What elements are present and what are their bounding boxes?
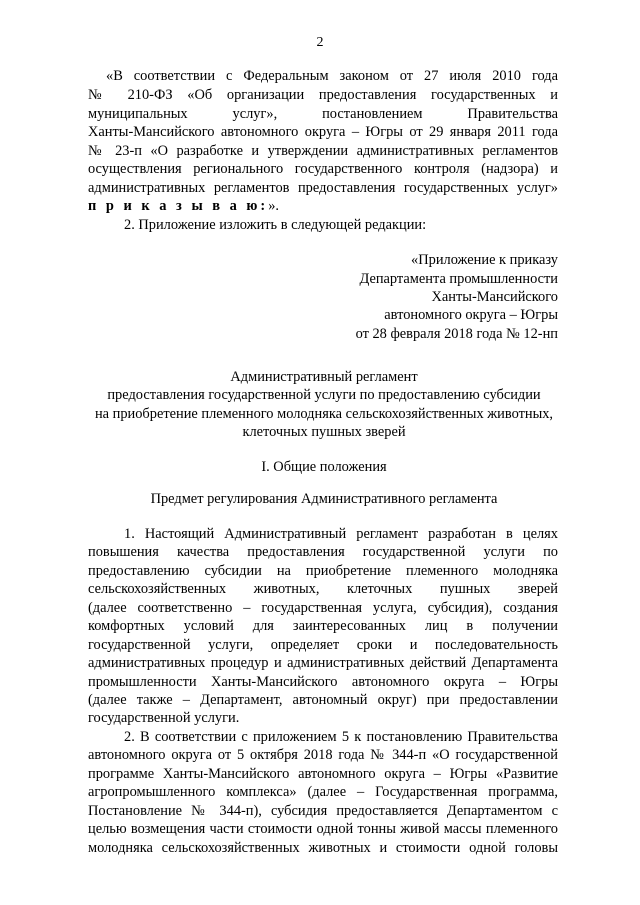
intro-line-6: осуществления регионального государственного контроля (надзора) и — [88, 161, 558, 177]
para2-line-3: программе Ханты-Мансийского автономного округа – Югры «Развитие — [88, 766, 558, 782]
para1-line-2: повышения качества предоставления государственной услуги по — [88, 544, 558, 560]
item-2: 2. Приложение изложить в следующей редакции: — [124, 217, 427, 233]
appendix-ref-line-5: от 28 февраля 2018 года № 12-нп — [355, 326, 558, 342]
para2-line-6: целью возмещения части стоимости одной тонны живой массы племенного — [88, 821, 558, 837]
para1-line-1: 1. Настоящий Административный регламент разработан в целях — [124, 526, 558, 542]
appendix-ref-line-1: «Приложение к приказу — [411, 252, 558, 268]
doc-title-line-2: предоставления государственной услуги по предоставлению субсидии — [107, 387, 541, 403]
intro-line-5: № 23-п «О разработке и утверждении административных регламентов — [88, 143, 558, 159]
intro-line-1: «В соответствии с Федеральным законом от 27 июля 2010 года — [106, 68, 558, 84]
intro-line-4: Ханты-Мансийского автономного округа – Югры от 29 января 2011 года — [88, 124, 558, 140]
subsection-title: Предмет регулирования Административного регламента — [150, 491, 498, 507]
intro-line-2: № 210-ФЗ «Об организации предоставления государственных и — [88, 87, 558, 103]
para1-line-11: государственной услуги. — [88, 710, 240, 726]
doc-title-line-4: клеточных пушных зверей — [242, 424, 406, 440]
appendix-ref-line-2: Департамента промышленности — [359, 271, 558, 287]
para1-line-7: государственной услуги, определяет сроки и последовательность — [88, 637, 558, 653]
order-line — [88, 197, 279, 215]
para1-line-9: промышленности Ханты-Мансийского автономного округа – Югры — [88, 674, 558, 690]
appendix-ref-line-3: Ханты-Мансийского — [431, 289, 558, 305]
para1-line-10: (далее также – Департамент, автономный округ) при предоставлении — [88, 692, 558, 708]
doc-title-line-1: Административный регламент — [230, 369, 418, 385]
order-word: п р и к а з ы в а ю: — [88, 198, 269, 214]
para1-line-6: комфортных условий для заинтересованных лиц в получении — [88, 618, 558, 634]
section-title: I. Общие положения — [261, 459, 387, 475]
page-number: 2 — [316, 35, 324, 50]
intro-line-3: муниципальных услуг», постановлением Правительства — [88, 106, 558, 122]
para2-line-4: агропромышленного комплекса» (далее – Государственная программа, — [88, 784, 558, 800]
doc-title-line-3: на приобретение племенного молодняка сельскохозяйственных животных, — [94, 406, 554, 422]
appendix-ref-line-4: автономного округа – Югры — [384, 307, 558, 323]
para1-line-5: (далее соответственно – государственная услуга, субсидия), создания — [88, 600, 558, 616]
intro-line-7: административных регламентов предоставления государственных услуг» — [88, 180, 558, 196]
para2-line-5: Постановление № 344-п), субсидия предоставляется Департаментом с — [88, 803, 558, 819]
para2-line-1: 2. В соответствии с приложением 5 к постановлению Правительства — [124, 729, 558, 745]
para1-line-4: сельскохозяйственных животных, клеточных пушных зверей — [88, 581, 558, 597]
para2-line-2: автономного округа от 5 октября 2018 года № 344-п «О государственной — [88, 747, 558, 763]
para1-line-8: административных процедур и административных действий Департамента — [88, 655, 558, 671]
para2-line-7: молодняка сельскохозяйственных животных и стоимости одной головы — [88, 840, 558, 856]
para1-line-3: предоставлению субсидии на приобретение племенного молодняка — [88, 563, 558, 579]
order-tail: ». — [268, 198, 280, 214]
